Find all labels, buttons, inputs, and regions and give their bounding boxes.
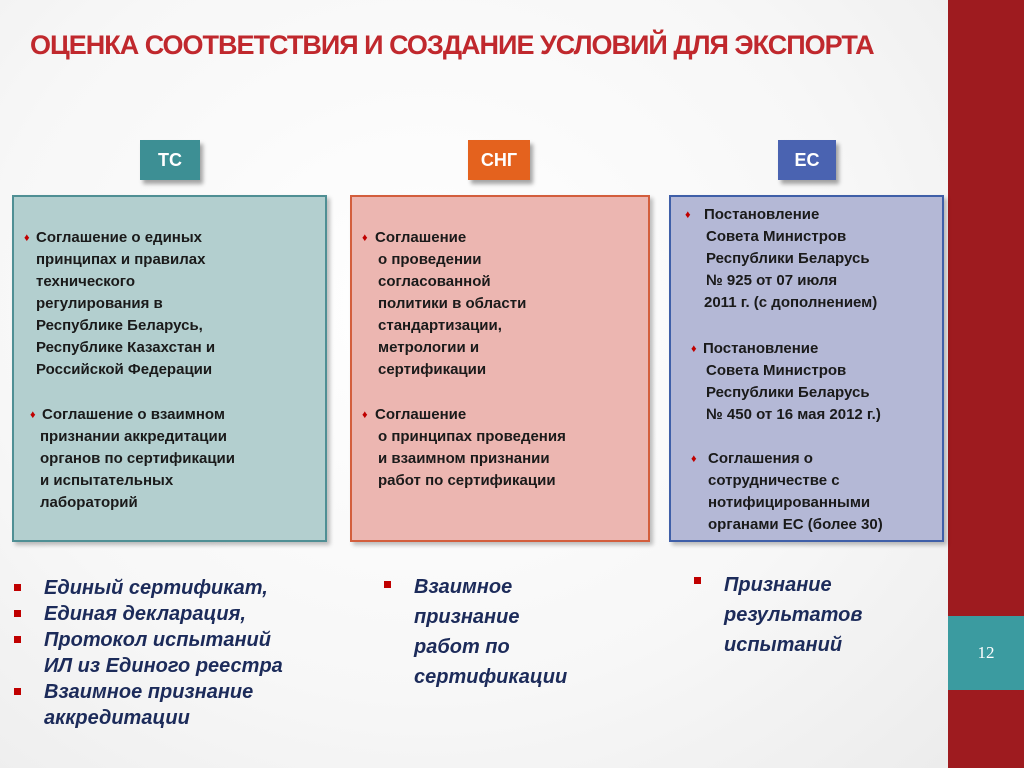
diamond-bullet-icon: ♦ bbox=[362, 232, 368, 244]
agreement-entry bbox=[24, 227, 215, 381]
agreement-entry bbox=[362, 404, 566, 492]
summary-line: Признание bbox=[724, 574, 832, 596]
entry-line: признании аккредитации bbox=[40, 428, 227, 445]
entry-line: политики в области bbox=[378, 295, 527, 312]
entry-line: № 450 от 16 мая 2012 г.) bbox=[706, 406, 881, 423]
square-bullet-icon bbox=[14, 688, 21, 695]
square-bullet-icon bbox=[384, 581, 391, 588]
entry-line: сотрудничестве с bbox=[708, 472, 840, 489]
tag-sng: СНГ bbox=[468, 140, 530, 180]
entry-line: о проведении bbox=[378, 251, 482, 268]
summary-line: аккредитации bbox=[44, 707, 190, 729]
entry-line: Соглашение bbox=[375, 229, 467, 246]
summary-item bbox=[690, 570, 862, 660]
summary-item bbox=[10, 601, 283, 627]
entry-line: и испытательных bbox=[40, 472, 174, 489]
summary-sng bbox=[380, 572, 567, 692]
entry-line: стандартизации, bbox=[378, 317, 502, 334]
entry-line: органами ЕС (более 30) bbox=[708, 516, 883, 533]
entry-line: о принципах проведения bbox=[378, 428, 566, 445]
summary-es bbox=[690, 570, 862, 660]
box-sng bbox=[350, 195, 650, 542]
entry-line: Республики Беларусь bbox=[706, 384, 870, 401]
square-bullet-icon bbox=[14, 584, 21, 591]
diamond-bullet-icon: ♦ bbox=[685, 209, 691, 221]
entry-line: регулирования в bbox=[36, 295, 163, 312]
entry-line: сертификации bbox=[378, 361, 487, 378]
entry-line: Совета Министров bbox=[706, 228, 847, 245]
summary-item bbox=[10, 575, 283, 601]
entry-line: Республике Беларусь, bbox=[36, 317, 203, 334]
diamond-bullet-icon: ♦ bbox=[691, 453, 697, 465]
box-es bbox=[669, 195, 944, 542]
diamond-bullet-icon: ♦ bbox=[362, 409, 368, 421]
entry-line: технического bbox=[36, 273, 135, 290]
entry-line: Соглашение bbox=[375, 406, 467, 423]
diamond-bullet-icon: ♦ bbox=[24, 232, 30, 244]
diamond-bullet-icon: ♦ bbox=[30, 409, 36, 421]
regulation-entry bbox=[685, 204, 877, 314]
tag-es: ЕС bbox=[778, 140, 836, 180]
page-number: 12 bbox=[948, 616, 1024, 690]
summary-line: ИЛ из Единого реестра bbox=[44, 655, 283, 677]
entry-line: нотифицированными bbox=[708, 494, 871, 511]
entry-line: № 925 от 07 июля bbox=[706, 272, 838, 289]
summary-line: Единая декларация, bbox=[44, 603, 246, 625]
agreement-entry bbox=[362, 227, 526, 381]
square-bullet-icon bbox=[694, 577, 701, 584]
summary-line: Протокол испытаний bbox=[44, 629, 271, 651]
entry-line: Соглашения о bbox=[708, 450, 813, 467]
summary-line: результатов bbox=[724, 604, 863, 626]
entry-line: работ по сертификации bbox=[378, 472, 556, 489]
entry-line: 2011 г. (с дополнением) bbox=[704, 294, 878, 311]
summary-line: признание bbox=[414, 606, 520, 628]
entry-line: Соглашение о единых bbox=[36, 229, 203, 246]
summary-line: Взаимное признание bbox=[44, 681, 254, 703]
summary-line: работ по bbox=[414, 636, 510, 658]
entry-line: Соглашение о взаимном bbox=[42, 406, 225, 423]
summary-line: сертификации bbox=[414, 666, 568, 688]
box-ts bbox=[12, 195, 327, 542]
agreement-entry bbox=[30, 404, 235, 514]
entry-line: лабораторий bbox=[40, 494, 138, 511]
summary-item bbox=[10, 679, 283, 731]
entry-line: органов по сертификации bbox=[40, 450, 235, 467]
summary-line: Единый сертификат, bbox=[44, 577, 268, 599]
summary-line: Взаимное bbox=[414, 576, 513, 598]
diamond-bullet-icon: ♦ bbox=[691, 343, 697, 355]
entry-line: и взаимном признании bbox=[378, 450, 550, 467]
summary-item bbox=[380, 572, 567, 692]
regulation-entry bbox=[691, 338, 881, 426]
summary-item bbox=[10, 627, 283, 679]
entry-line: Республике Казахстан и bbox=[36, 339, 216, 356]
summary-line: испытаний bbox=[724, 634, 843, 656]
tag-ts: ТС bbox=[140, 140, 200, 180]
entry-line: Постановление bbox=[704, 206, 820, 223]
entry-line: Республики Беларусь bbox=[706, 250, 870, 267]
summary-ts bbox=[10, 575, 283, 731]
square-bullet-icon bbox=[14, 610, 21, 617]
square-bullet-icon bbox=[14, 636, 21, 643]
entry-line: Совета Министров bbox=[706, 362, 847, 379]
entry-line: Постановление bbox=[703, 340, 819, 357]
entry-line: принципах и правилах bbox=[36, 251, 206, 268]
slide-title: ОЦЕНКА СООТВЕТСТВИЯ И СОЗДАНИЕ УСЛОВИЙ ДЛЯ ЭКСПОРТА bbox=[30, 30, 874, 60]
entry-line: метрологии и bbox=[378, 339, 480, 356]
entry-line: согласованной bbox=[378, 273, 491, 290]
agreement-entry bbox=[691, 448, 883, 536]
entry-line: Российской Федерации bbox=[36, 361, 213, 378]
